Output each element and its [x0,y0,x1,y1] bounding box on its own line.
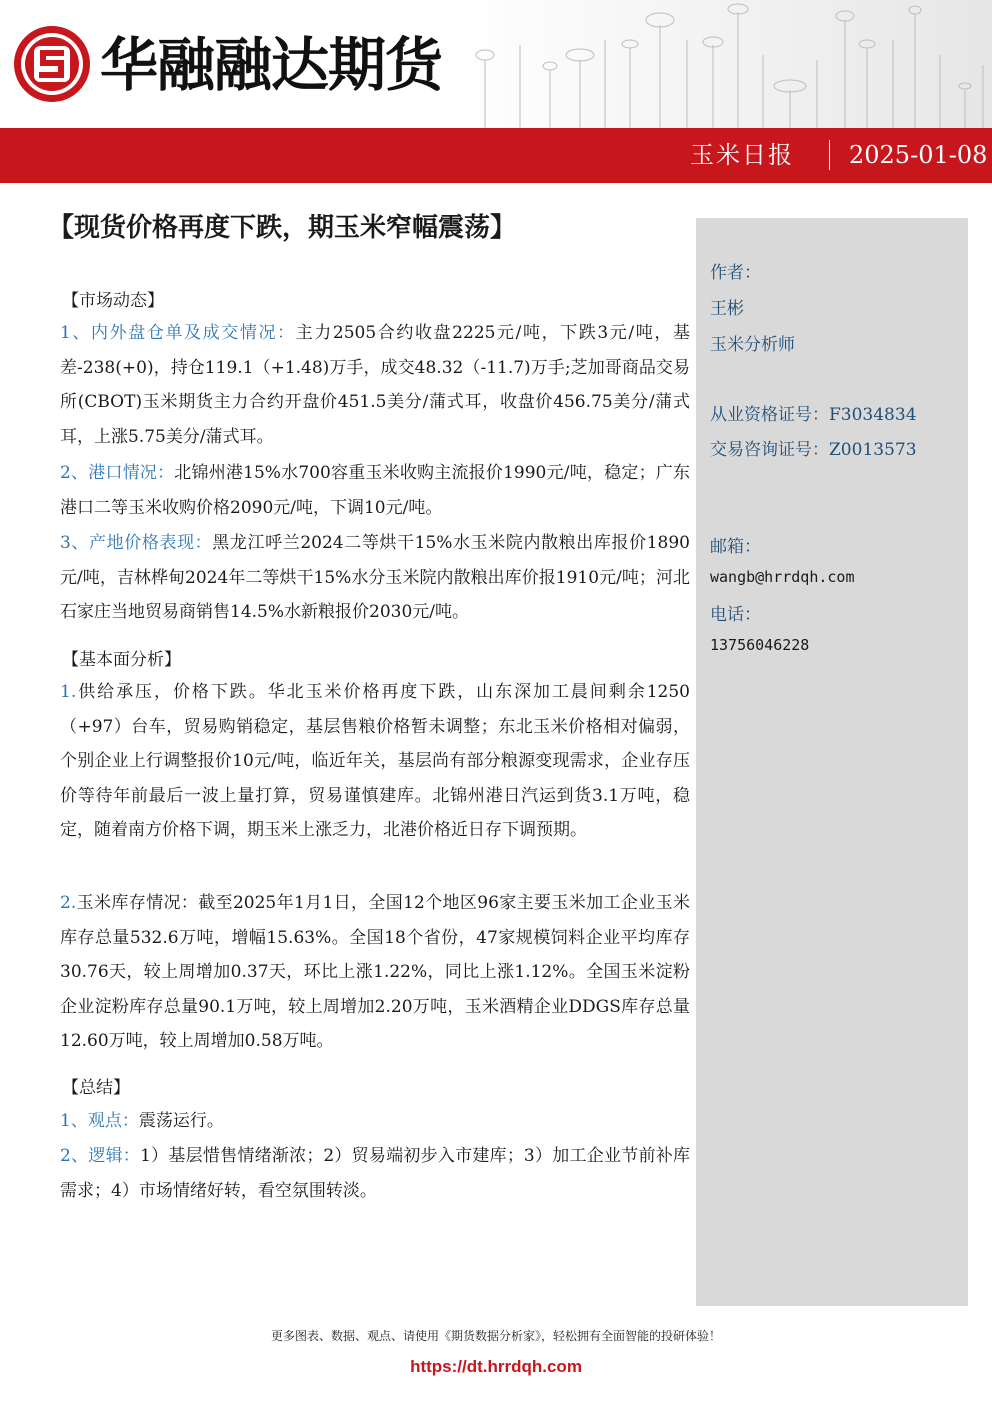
author-sidebar [696,218,968,1306]
fundamental-item-text: 玉米库存情况：截至2025年1月1日，全国12个地区96家主要玉米加工企业玉米库存总量532.6万吨，增幅15.63%。全国18个省份，47家规模饲料企业平均库存30.76天，较上周增加0.37天，环比上涨1.22%，同比上涨1.12%。全国玉米淀粉企业淀粉库存总量90.1万吨，较上周增加2.20万吨，玉米酒精企业DDGS库存总量12.60万吨，较上周增加0.58万吨。 [60,893,690,1051]
footer-link[interactable]: https://dt.hrrdqh.com [410,1357,582,1376]
report-banner [0,128,992,183]
summary-item-label: 2、逻辑： [60,1146,141,1166]
market-item-text: 主力2505合约收盘2225元/吨，下跌3元/吨，基差-238(+0)，持仓119.1（+1.48)万手，成交48.32（-11.7)万手;芝加哥商品交易所(CBOT)玉米期货主力合约开盘价451.5美分/蒲式耳，收盘价456.75美分/蒲式耳，上涨5.75美分/蒲式耳。 [60,323,690,447]
phone-label: 电话： [710,605,761,625]
fundamental-item-label: 2. [60,893,77,913]
email-label: 邮箱： [710,537,761,557]
summary-item-text: 震荡运行。 [138,1111,224,1131]
consult-number: 交易咨询证号：Z0013573 [710,440,917,460]
market-item-label: 1、内外盘仓单及成交情况： [60,323,296,343]
summary-item-label: 1、观点： [60,1111,139,1131]
company-name: 华融融达期货 [100,31,443,99]
section-heading-summary: 【总结】 [62,1078,130,1098]
fundamental-item-1 [60,675,690,848]
report-title: 【现货价格再度下跌，期玉米窄幅震荡】 [48,213,517,243]
section-heading-market: 【市场动态】 [62,291,164,311]
fundamental-item-label: 1. [60,682,77,702]
email-address[interactable]: wangb@hrrdqh.com [710,568,855,586]
author-name: 王彬 [710,299,744,319]
license-number: 从业资格证号：F3034834 [710,405,917,425]
author-label: 作者： [710,263,761,283]
report-header [0,0,992,183]
market-item-label: 3、产地价格表现： [60,533,213,553]
fundamental-item-2 [60,886,690,1059]
market-item-label: 2、港口情况： [60,463,175,483]
fundamental-item-text: 供给承压，价格下跌。华北玉米价格再度下跌，山东深加工晨间剩余1250（+97）台车，贸易购销稳定，基层售粮价格暂未调整；东北玉米价格相对偏弱，个别企业上行调整报价10元/吨，临近年关，基层尚有部分粮源变现需求，企业存压价等待年前最后一波上量打算，贸易谨慎建库。北锦州港日汽运到货3.1万吨，稳定，随着南方价格下调，期玉米上涨乏力，北港价格近日存下调预期。 [60,682,690,840]
footer-promo: 更多图表、数据、观点、请使用《期货数据分析家》，轻松拥有全面智能的投研体验！ [270,1329,721,1343]
market-item-2 [60,456,690,525]
header-decoration [455,0,992,128]
market-item-text: 黑龙江呼兰2024二等烘干15%水玉米院内散粮出库报价1890元/吨，吉林桦甸2024年二等烘干15%水分玉米院内散粮出库价报1910元/吨；河北石家庄当地贸易商销售14.5%水新粮报价2030元/吨。 [60,533,690,622]
summary-item-2 [60,1139,690,1208]
banner-divider [829,140,830,170]
author-title: 玉米分析师 [710,335,795,355]
market-item-text: 北锦州港15%水700容重玉米收购主流报价1990元/吨，稳定；广东港口二等玉米收购价格2090元/吨，下调10元/吨。 [60,463,690,518]
summary-item-1 [60,1104,690,1139]
section-heading-fundamental: 【基本面分析】 [62,650,181,670]
report-date: 2025-01-08 [849,141,988,169]
market-item-1 [60,316,690,454]
report-type: 玉米日报 [690,141,794,169]
company-logo-icon [12,24,92,104]
market-item-3 [60,526,690,630]
summary-item-text: 1）基层惜售情绪渐浓；2）贸易端初步入市建库；3）加工企业节前补库需求；4）市场情绪好转，看空氛围转淡。 [60,1146,690,1201]
phone-number: 13756046228 [710,636,810,654]
